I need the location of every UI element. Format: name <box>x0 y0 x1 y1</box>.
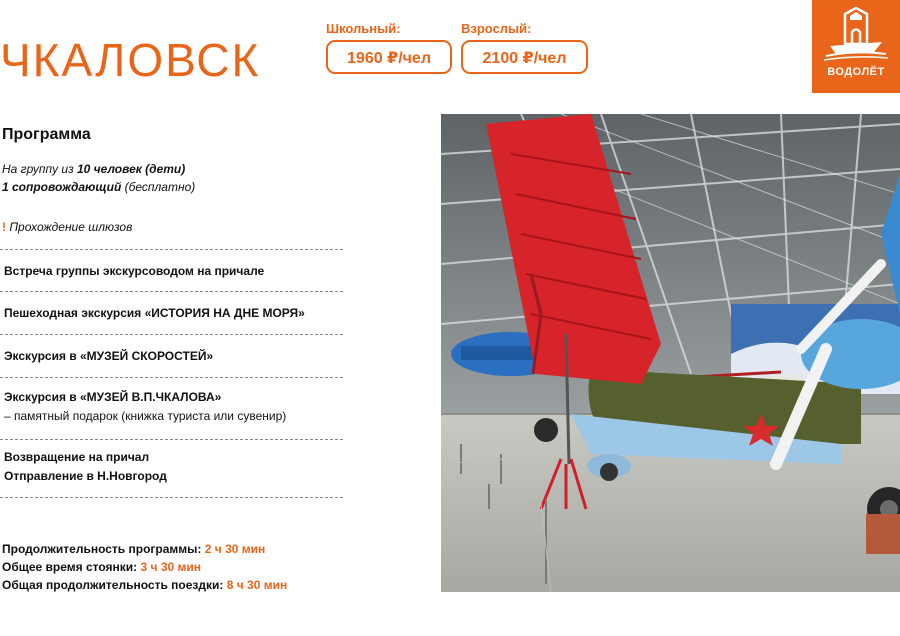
school-price-block <box>326 20 452 74</box>
escort-line <box>2 178 195 196</box>
total-duration-value: 2 ч 30 мин <box>204 542 266 556</box>
program-item <box>0 334 343 377</box>
escort-count: 1 сопровождающий <box>2 180 122 194</box>
adult-price-badge: 2100 ₽/чел <box>461 40 588 74</box>
locks-note <box>2 219 132 235</box>
program-item-label: Возвращение на причал <box>4 450 150 464</box>
group-info <box>2 160 195 196</box>
program-item-label: Экскурсия в «МУЗЕЙ В.П.ЧКАЛОВА» <box>4 390 222 404</box>
group-size-line <box>2 160 195 178</box>
group-prefix: На группу из <box>2 162 77 176</box>
group-count: 10 человек (дети) <box>77 162 186 176</box>
total-stop <box>2 558 287 576</box>
total-stop-label: Общее время стоянки: <box>2 560 141 574</box>
adult-price-label: Взрослый: <box>461 21 532 36</box>
program-item <box>0 439 343 498</box>
program-item-label: Пешеходная экскурсия «ИСТОРИЯ НА ДНЕ МОРЯ» <box>4 306 305 320</box>
school-price-badge: 1960 ₽/чел <box>326 40 452 74</box>
total-duration-label: Продолжительность программы: <box>2 542 205 556</box>
program-item <box>0 377 343 439</box>
program-heading: Программа <box>2 126 91 143</box>
program-item-sublabel: – памятный подарок (книжка туриста или сувенир) <box>4 409 287 423</box>
locks-text: Прохождение шлюзов <box>6 220 133 234</box>
total-stop-value: 3 ч 30 мин <box>140 560 202 574</box>
total-trip-label: Общая продолжительность поездки: <box>2 578 227 592</box>
kremlin-tower-boat-icon <box>812 0 900 66</box>
warning-mark: ! <box>2 220 6 234</box>
hangar-illustration <box>441 114 900 592</box>
vodolet-logo <box>812 0 900 93</box>
aircraft-museum-photo <box>441 114 900 592</box>
school-price-label: Школьный: <box>326 21 401 36</box>
total-duration <box>2 540 287 558</box>
logo-text: ВОДОЛЁТ <box>827 66 885 78</box>
program-items <box>0 249 343 498</box>
program-item <box>0 249 343 291</box>
program-item-label: Экскурсия в «МУЗЕЙ СКОРОСТЕЙ» <box>4 349 214 363</box>
total-trip <box>2 576 287 594</box>
program-item-label: Отправление в Н.Новгород <box>4 469 167 483</box>
totals <box>2 540 287 594</box>
page-title: ЧКАЛОВСК <box>0 34 261 86</box>
program-item-label: Встреча группы экскурсоводом на причале <box>4 264 265 278</box>
adult-price-block <box>461 20 588 74</box>
program-item <box>0 291 343 334</box>
total-trip-value: 8 ч 30 мин <box>226 578 288 592</box>
escort-suffix: (бесплатно) <box>121 180 196 194</box>
